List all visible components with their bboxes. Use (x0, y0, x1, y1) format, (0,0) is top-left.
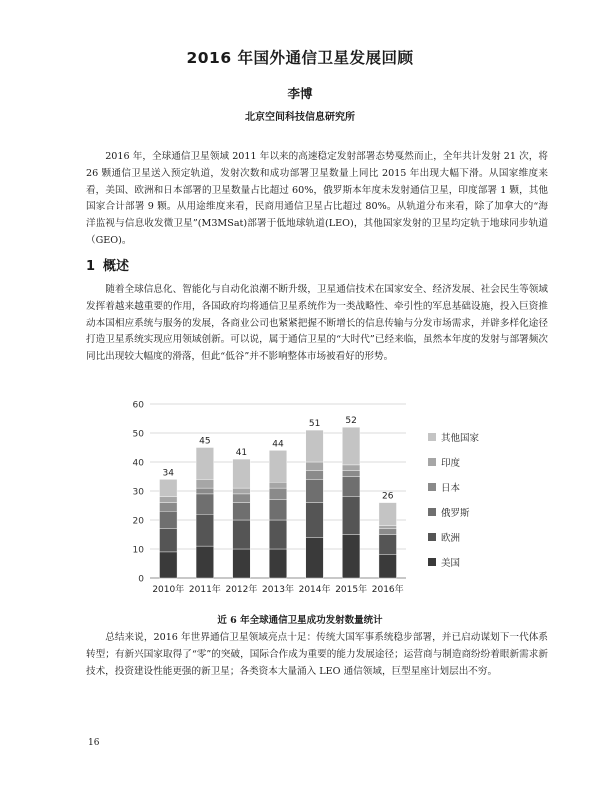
figure-caption: 近 6 年全球通信卫星成功发射数量统计 (217, 615, 383, 626)
y-tick-label: 40 (132, 458, 144, 469)
x-tick-label: 2016年 (371, 585, 404, 595)
legend-label: 日本 (441, 483, 461, 494)
legend-swatch (428, 508, 436, 516)
bar-segment (233, 459, 251, 488)
bar-segment (269, 500, 287, 520)
bar-segment (269, 520, 287, 549)
legend-label: 印度 (441, 458, 461, 469)
bar-segment (379, 529, 397, 535)
bar-segment (269, 482, 287, 488)
legend-swatch (428, 433, 436, 441)
y-tick-label: 0 (138, 574, 144, 585)
bar-segment (342, 535, 360, 579)
bar-segment (379, 555, 397, 578)
legend-swatch (428, 533, 436, 541)
bar-segment (160, 552, 178, 578)
bar-segment (160, 511, 178, 528)
abstract-paragraph: 2016 年，全球通信卫星领域 2011 年以来的高速稳定发射部署态势戛然而止，全年共计发射 21 次，将 26 颗通信卫星送入预定轨道，发射次数和成功部署卫星数量上同比 2015 年出现大幅下滑。从国家维度来看，美国、欧洲和日本部署的卫星数量占比超过 60%，俄罗斯本年度未发射通信卫星，印度部署 1 颗，其他国家合计部署 9 颗。从用途维度来看，民商用通信卫星占比超过 80%。从轨道分布来看，除了加拿大的“海洋监视与信息收发微卫星”(M3MSat)部署于低地球轨道(LEO)，其他国家发射的卫星均定轨于地球同步轨道（GEO)。 (86, 151, 548, 246)
data-label: 51 (308, 419, 321, 430)
author-name: 李博 (287, 86, 313, 101)
bar-segment (196, 479, 214, 488)
bar-segment (379, 526, 397, 529)
bar-segment (342, 465, 360, 471)
bar-segment (160, 479, 178, 496)
y-tick-label: 60 (132, 400, 144, 411)
bar-segment (233, 520, 251, 549)
data-label: 34 (162, 468, 175, 479)
bar-segment (306, 430, 324, 462)
bar-segment (160, 497, 178, 503)
bar-segment (342, 471, 360, 477)
author-affiliation: 北京空间科技信息研究所 (245, 112, 355, 123)
x-tick-label: 2012年 (225, 585, 258, 595)
x-tick-label: 2014年 (298, 585, 331, 595)
bar-segment (196, 488, 214, 494)
bar-segment (306, 471, 324, 480)
bar-segment (196, 546, 214, 578)
overview-paragraph: 随着全球信息化、智能化与自动化浪潮不断升级，卫星通信技术在国家安全、经济发展、社会民生等领域发挥着越来越重要的作用，各国政府均将通信卫星系统作为一类战略性、牵引性的军息基础设施，投入巨资推动本国相应系统与服务的发展，各商业公司也紧紧把握不断增长的信息传输与分发市场需求，并辟多样化途径打造卫星系统实现应用领域创新。可以说，属于通信卫星的“大时代”已经来临，虽然本年度的发射与部署频次同比出现较大幅度的滑落，但此“低谷”并不影响整体市场被看好的形势。 (86, 284, 548, 363)
section-title: 概述 (103, 259, 130, 274)
bar-segment (233, 503, 251, 520)
legend-swatch (428, 558, 436, 566)
bar-segment (306, 462, 324, 471)
data-label: 44 (272, 439, 284, 450)
bar-segment (342, 477, 360, 497)
legend-label: 欧洲 (441, 533, 461, 544)
bar-segment (306, 537, 324, 578)
bar-segment (379, 503, 397, 526)
x-tick-label: 2013年 (262, 585, 294, 595)
bar-segment (160, 503, 178, 512)
bar-segment (342, 427, 360, 465)
section-number: 1 (86, 259, 96, 274)
bar-segment (233, 494, 251, 503)
legend-swatch (428, 483, 436, 491)
y-tick-label: 50 (132, 429, 144, 440)
y-tick-label: 30 (132, 487, 144, 498)
section-heading (86, 255, 137, 274)
legend-label: 俄罗斯 (441, 508, 470, 519)
legend-label: 美国 (441, 558, 461, 569)
bar-segment (269, 549, 287, 578)
data-label: 26 (381, 491, 394, 502)
bar-segment (306, 503, 324, 538)
paper-title: 2016 年国外通信卫星发展回顾 (186, 49, 414, 67)
y-tick-label: 10 (132, 545, 144, 556)
bar-segment (269, 488, 287, 500)
legend-swatch (428, 458, 436, 466)
bar-segment (379, 535, 397, 555)
launch-stats-chart (108, 390, 508, 608)
bar-segment (196, 448, 214, 480)
data-label: 41 (235, 448, 248, 459)
bar-segment (306, 479, 324, 502)
data-label: 45 (199, 436, 211, 447)
bar-segment (196, 514, 214, 546)
data-label: 52 (345, 416, 357, 427)
bar-segment (233, 488, 251, 494)
conclusion-paragraph: 总结来说，2016 年世界通信卫星领域亮点十足：传统大国军事系统稳步部署，并已启动谋划下一代体系转型；有新兴国家取得了“零”的突破，国际合作成为重要的能力发展途径；运营商与制造商纷纷着眼新需求新技术，投资建设性能更强的新卫星；各类资本大量涌入 LEO 通信领域，巨型星座计划层出不穷。 (86, 632, 548, 677)
bar-segment (342, 497, 360, 535)
y-tick-label: 20 (132, 516, 144, 527)
bar-segment (160, 529, 178, 552)
x-tick-label: 2011年 (188, 585, 221, 595)
x-tick-label: 2015年 (335, 585, 368, 595)
bar-segment (233, 549, 251, 578)
legend-label: 其他国家 (441, 433, 480, 444)
bar-segment (196, 494, 214, 514)
x-tick-label: 2010年 (152, 585, 185, 595)
bar-segment (269, 450, 287, 482)
page-number: 16 (88, 738, 100, 748)
